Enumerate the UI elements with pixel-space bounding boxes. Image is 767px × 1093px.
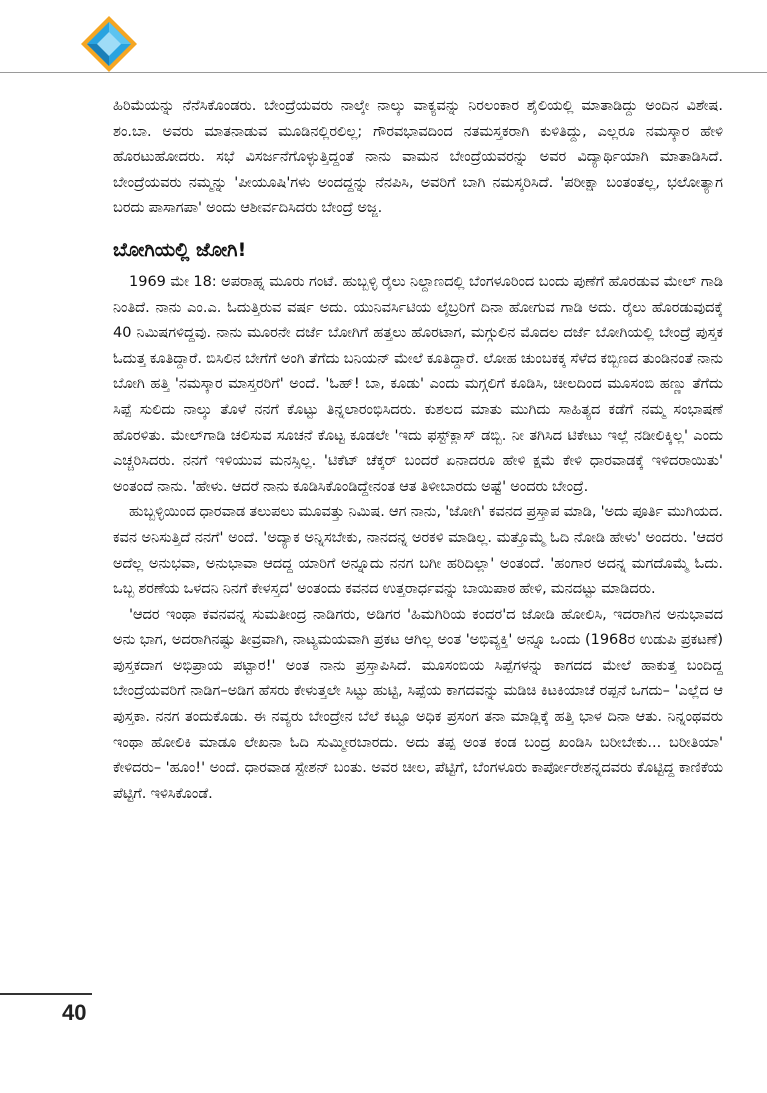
paragraph: ಹಿರಿಮೆಯನ್ನು ನೆನೆಸಿಕೊಂಡರು. ಬೇಂದ್ರೆಯವರು ನಾಲ್ಕೇ ನಾಲ್ಕು ವಾಕ್ಯವನ್ನು ನಿರಲಂಕಾರ ಶೈಲಿಯಲ್ಲಿ ಮಾತಾಡಿದ್ದು ಅಂದಿನ ವಿಶೇಷ. ಶಂ.ಬಾ. ಅವರು ಮಾತನಾಡುವ ಮೂಡಿನಲ್ಲಿರಲಿಲ್ಲ; ಗೌರವಭಾವದಿಂದ ನತಮಸ್ತಕರಾಗಿ ಕುಳಿತಿದ್ದು, ಎಲ್ಲರೂ ನಮಸ್ಕಾರ ಹೇಳಿ ಹೊರಟುಹೋದರು. ಸಭೆ ವಿಸರ್ಜನೆಗೊಳ್ಳುತ್ತಿದ್ದಂತೆ ನಾನು ವಾಮನ ಬೇಂದ್ರೆಯವರನ್ನು ಅವರ ವಿದ್ಯಾರ್ಥಿಯಾಗಿ ಮಾತಾಡಿಸಿದೆ. ಬೇಂದ್ರೆಯವರು ನಮ್ಮನ್ನು 'ಪೀಯೂಷಿ'ಗಳು ಅಂದದ್ದನ್ನು ನೆನಪಿಸಿ, ಅವರಿಗೆ ಬಾಗಿ ನಮಸ್ಕರಿಸಿದೆ. 'ಪರೀಕ್ಷಾ ಬಂತಂತಲ್ಲ, ಭಲೋತ್ಯಾಗ ಬರದು ಪಾಸಾಗಪಾ' ಅಂದು ಆಶೀರ್ವದಿಸಿದರು ಬೇಂದ್ರೆ ಅಜ್ಜ. (113, 98, 723, 217)
section-heading: ಬೋಗಿಯಲ್ಲಿ ಜೋಗಿ! (113, 238, 247, 261)
page-number: 40 (62, 1000, 87, 1025)
diamond-logo-icon (79, 14, 139, 74)
paragraph: 'ಆದರ ಇಂಥಾ ಕವನವನ್ನ ಸುಮತೀಂದ್ರ ನಾಡಿಗರು, ಅಡಿಗರ 'ಹಿಮಗಿರಿಯ ಕಂದರ'ದ ಜೋಡಿ ಹೋಲಿಸಿ, ಇದರಾಗಿನ ಅನುಭಾವದ ಅನು ಭಾಗ, ಅದರಾಗಿನಷ್ಟು ತೀವ್ರವಾಗಿ, ನಾಟ್ಯಮಯವಾಗಿ ಪ್ರಕಟ ಆಗಿಲ್ಲ ಅಂತ 'ಅಭಿವ್ಯಕ್ತಿ' ಅನ್ನೂ ಒಂದು (1968ರ ಉಡುಪಿ ಪ್ರಕಟಣೆ) ಪುಸ್ತಕದಾಗ ಅಭಿಪ್ರಾಯ ಪಟ್ಟಾರ!' ಅಂತ ನಾನು ಪ್ರಸ್ತಾಪಿಸಿದೆ. ಮೂಸಂಬಿಯ ಸಿಪ್ಪೆಗಳನ್ನು ಕಾಗದದ ಮೇಲೆ ಹಾಕುತ್ತ ಬಂದಿದ್ದ ಬೇಂದ್ರೆಯವರಿಗೆ ನಾಡಿಗ–ಅಡಿಗ ಹೆಸರು ಕೇಳುತ್ತಲೇ ಸಿಟ್ಟು ಹುಟ್ಟಿ, ಸಿಪ್ಪೆಯ ಕಾಗದವನ್ನು ಮಡಿಚಿ ಕಿಟಕಿಯಾಚೆ ರಪ್ಪನೆ ಒಗದು– 'ಎಲ್ಲೆದ ಆ ಪುಸ್ತಕಾ. ನನಗ ತಂದುಕೊಡು. ಈ ನವ್ಯರು ಬೇಂದ್ರೇನ ಬೆಲೆ ಕಟ್ಟೂ ಅಧಿಕ ಪ್ರಸಂಗ ತನಾ ಮಾಡ್ಲಿಕ್ಕೆ ಹತ್ತಿ ಭಾಳ ದಿನಾ ಆತು. ನಿನ್ನಂಥವರು ಇಂಥಾ ಹೋಲಿಕಿ ಮಾಡೂ ಲೇಖನಾ ಓದಿ ಸುಮ್ಮೀರಬಾರದು. ಅದು ತಪ್ಪ ಅಂತ ಕಂಡ ಬಂದ್ರ ಖಂಡಿಸಿ ಬರೀಬೇಕು... ಬರೀತಿಯಾ' ಕೇಳಿದರು– 'ಹೂಂ!' ಅಂದೆ. ಧಾರವಾಡ ಸ್ಟೇಶನ್ ಬಂತು. ಅವರ ಚೀಲ, ಪೆಟ್ಟಿಗೆ, ಬೆಂಗಳೂರು ಕಾರ್ಪೋರೇಶನ್ನದವರು ಕೊಟ್ಟಿದ್ದ ಕಾಣಿಕೆಯ ಪೆಟ್ಟಿಗೆ. ಇಳಿಸಿಕೊಂಡೆ. (113, 606, 723, 802)
paragraph: ಹುಬ್ಬಳ್ಳಿಯಿಂದ ಧಾರವಾಡ ತಲುಪಲು ಮೂವತ್ತು ನಿಮಿಷ. ಆಗ ನಾನು, 'ಜೋಗಿ' ಕವನದ ಪ್ರಸ್ತಾಪ ಮಾಡಿ, 'ಅದು ಪೂರ್ತಿ ಮುಗಿಯದ. ಕವನ ಅನಿಸುತ್ತಿದೆ ನನಗೆ' ಅಂದೆ. 'ಅದ್ಯಾಕ ಅನ್ನಿಸಬೇಕು, ನಾನದನ್ನ ಅರಕಳಿ ಮಾಡಿಲ್ಲ. ಮತ್ತೊಮ್ಮೆ ಓದಿ ನೋಡಿ ಹೇಳು' ಅಂದರು. 'ಆದರ ಅದೆಲ್ಲ ಅನುಭವಾ, ಅನುಭಾವಾ ಆದದ್ದ ಯಾರಿಗೆ ಅನ್ನೂದು ನನಗ ಬಗೀ ಹರಿದಿಲ್ಲಾ' ಅಂತಂದೆ. 'ಹಂಗಾರ ಅದನ್ನ ಮಗದೊಮ್ಮೆ ಓದು. ಒಬ್ಬ ಶರಣೆಯ ಒಳದನಿ ನಿನಗೆ ಕೇಳಸ್ತದ' ಅಂತಂದು ಕವನದ ಉತ್ತರಾರ್ಧವನ್ನು ಬಾಯಿಪಾಠ ಹೇಳಿ, ಮನದಟ್ಟು ಮಾಡಿದರು. (113, 504, 723, 598)
paragraph: 1969 ಮೇ 18: ಅಪರಾಹ್ನ ಮೂರು ಗಂಟೆ. ಹುಬ್ಬಳ್ಳಿ ರೈಲು ನಿಲ್ದಾಣದಲ್ಲಿ ಬೆಂಗಳೂರಿಂದ ಬಂದು ಪುಣೆಗೆ ಹೊರಡುವ ಮೇಲ್ ಗಾಡಿ ನಿಂತಿದೆ. ನಾನು ಎಂ.ಎ. ಓದುತ್ತಿರುವ ವರ್ಷ ಅದು. ಯುನಿವರ್ಸಿಟಿಯ ಲೈಬ್ರರಿಗೆ ದಿನಾ ಹೋಗುವ ಗಾಡಿ ಅದು. ರೈಲು ಹೊರಡುವುದಕ್ಕೆ 40 ನಿಮಿಷಗಳಿದ್ದವು. ನಾನು ಮೂರನೇ ದರ್ಜೆ ಬೋಗಿಗೆ ಹತ್ತಲು ಹೊರಟಾಗ, ಮಗ್ಗುಲಿನ ಮೊದಲ ದರ್ಜೆ ಬೋಗಿಯಲ್ಲಿ ಬೇಂದ್ರೆ ಪುಸ್ತಕ ಓದುತ್ತ ಕೂತಿದ್ದಾರೆ. ಬಿಸಿಲಿನ ಬೇಗೆಗೆ ಅಂಗಿ ತೆಗೆದು ಬನಿಯನ್ ಮೇಲೆ ಕೂತಿದ್ದಾರೆ. ಲೋಹ ಚುಂಬಕಕ್ಕ ಸೆಳೆದ ಕಬ್ಬಿಣದ ತುಂಡಿನಂತೆ ನಾನು ಬೋಗಿ ಹತ್ತಿ 'ನಮಸ್ಕಾರ ಮಾಸ್ತರರಿಗೆ' ಅಂದೆ. 'ಓಹ್! ಬಾ, ಕೂಡು' ಎಂದು ಮಗ್ಗಲಿಗೆ ಕೂಡಿಸಿ, ಚೀಲದಿಂದ ಮೂಸಂಬಿ ಹಣ್ಣು ತೆಗೆದು ಸಿಪ್ಪೆ ಸುಲಿದು ನಾಲ್ಕು ತೊಳೆ ನನಗೆ ಕೊಟ್ಟು ತಿನ್ನಲಾರಂಭಿಸಿದರು. ಕುಶಲದ ಮಾತು ಮುಗಿದು ಸಾಹಿತ್ಯದ ಕಡೆಗೆ ನಮ್ಮ ಸಂಭಾಷಣೆ ಹೊರಳಿತು. ಮೇಲ್‌ಗಾಡಿ ಚಲಿಸುವ ಸೂಚನೆ ಕೊಟ್ಟ ಕೂಡಲೇ 'ಇದು ಫಸ್ಟ್‌ಕ್ಲಾಸ್ ಡಬ್ಬಿ. ನೀ ತಗಿಸಿದ ಟಿಕೇಟು ಇಲ್ಲೆ ನಡೀಲಿಕ್ಕಿಲ್ಲ' ಎಂದು ಎಚ್ಚರಿಸಿದರು. ನನಗೆ ಇಳಿಯುವ ಮನಸ್ಸಿಲ್ಲ. 'ಟಿಕೆಟ್ ಚೆಕ್ಕರ್ ಬಂದರೆ ಏನಾದರೂ ಹೇಳಿ ಕ್ಷಮೆ ಕೇಳಿ ಧಾರವಾಡಕ್ಕೆ ಇಳಿದರಾಯಿತು' ಅಂತಂದೆ ನಾನು. 'ಹೇಳು. ಆದರೆ ನಾನು ಕೂಡಿಸಿಕೊಂಡಿದ್ದೇನಂತ ಆತ ತಿಳೀಬಾರದು ಅಷ್ಟೆ' ಅಂದರು ಬೇಂದ್ರೆ. (113, 273, 723, 495)
page-content (113, 94, 723, 807)
header-rule (0, 72, 767, 73)
footer-rule (0, 993, 92, 995)
